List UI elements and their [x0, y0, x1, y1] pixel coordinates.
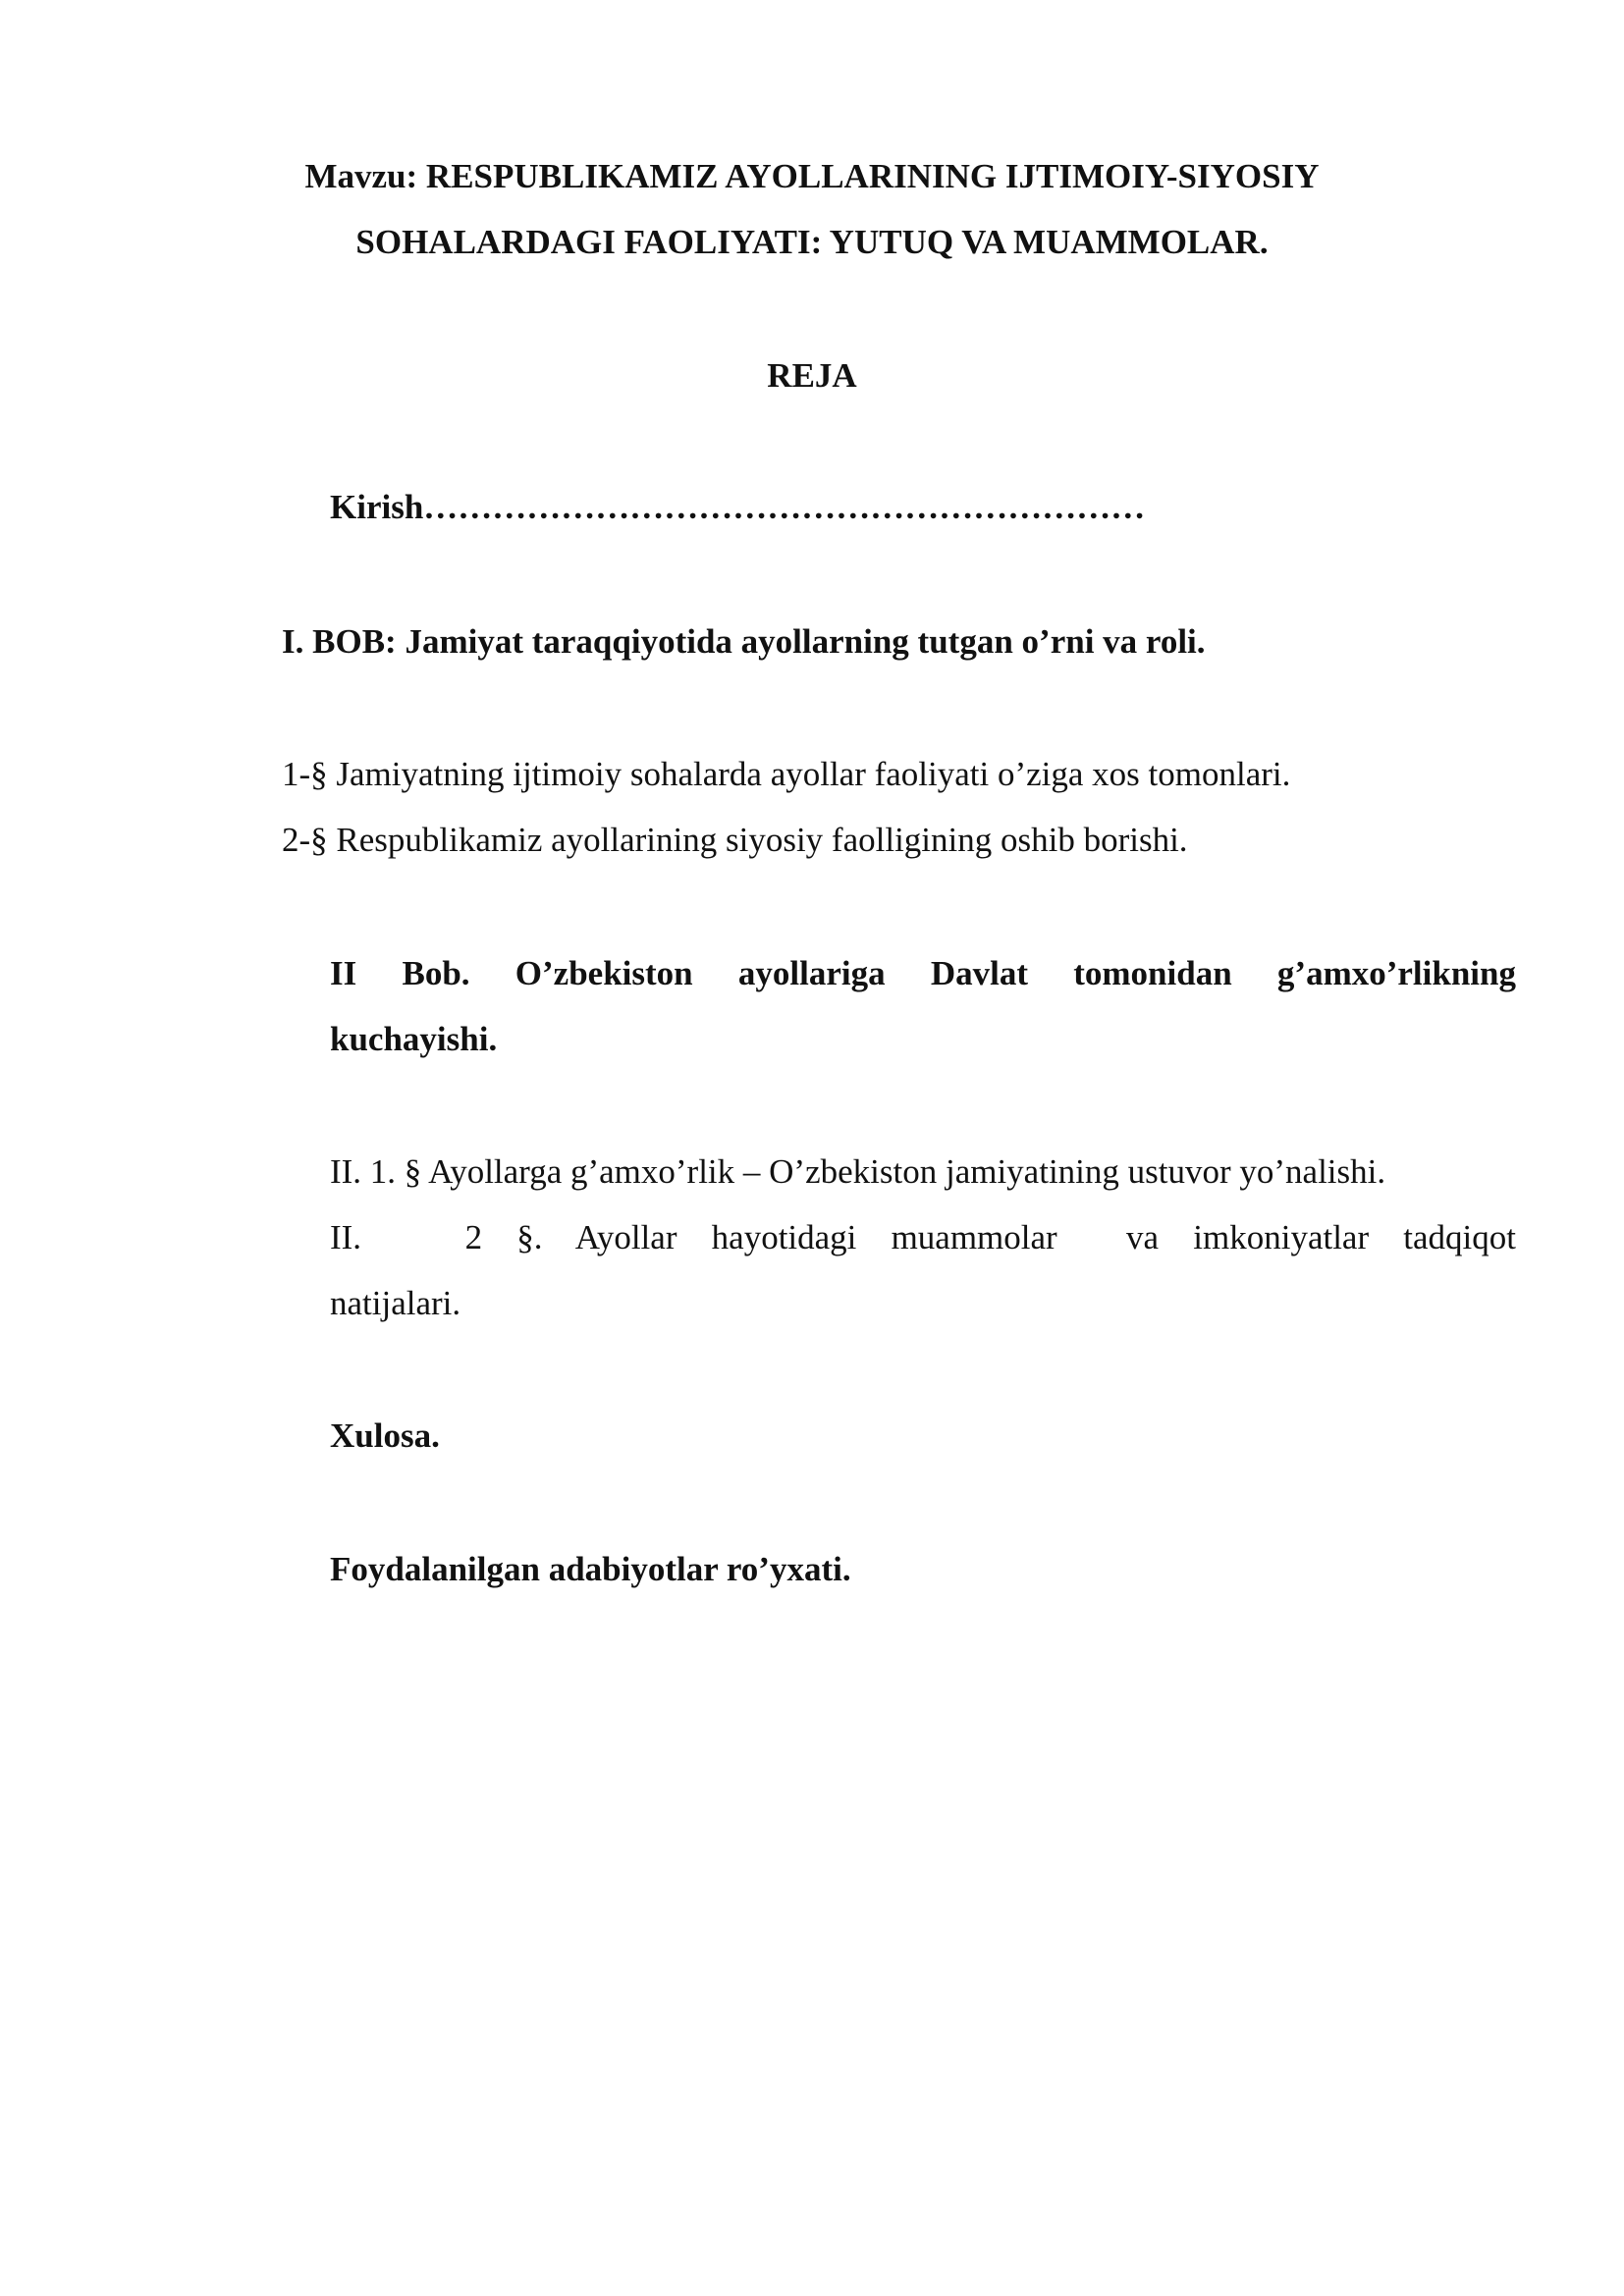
chapter-1-section-1: 1-§ Jamiyatning ijtimoiy sohalarda ayollar faoliyati o’ziga xos tomonlari.	[282, 755, 1291, 793]
chapter-2-section-2-line-2: natijalari.	[330, 1284, 461, 1322]
title-line-2: SOHALARDAGI FAOLIYATI: YUTUQ VA MUAMMOLAR.	[355, 223, 1269, 261]
conclusion-entry: Xulosa.	[330, 1416, 440, 1455]
intro-entry: Kirish………………………………………………………	[330, 488, 1146, 526]
chapter-2-section-2-line-1: II. 2 §. Ayollar hayotidagi muammolar va imkoniyatlar tadqiqot	[330, 1218, 1516, 1256]
references-entry: Foydalanilgan adabiyotlar ro’yxati.	[330, 1550, 851, 1588]
chapter-1-section-2: 2-§ Respublikamiz ayollarining siyosiy faolligining oshib borishi.	[282, 821, 1188, 859]
chapter-2-heading-line-2: kuchayishi.	[330, 1020, 498, 1058]
chapter-1-heading: I. BOB: Jamiyat taraqqiyotida ayollarning tutgan o’rni va roli.	[282, 622, 1206, 661]
title-line-1: Mavzu: RESPUBLIKAMIZ AYOLLARINING IJTIMOIY-SIYOSIY	[304, 157, 1320, 195]
chapter-2-heading-line-1: II Bob. O’zbekiston ayollariga Davlat tomonidan g’amxo’rlikning	[330, 954, 1516, 992]
plan-heading: REJA	[767, 356, 857, 395]
chapter-2-section-1: II. 1. § Ayollarga g’amxo’rlik – O’zbekiston jamiyatining ustuvor yo’nalishi.	[330, 1152, 1386, 1191]
